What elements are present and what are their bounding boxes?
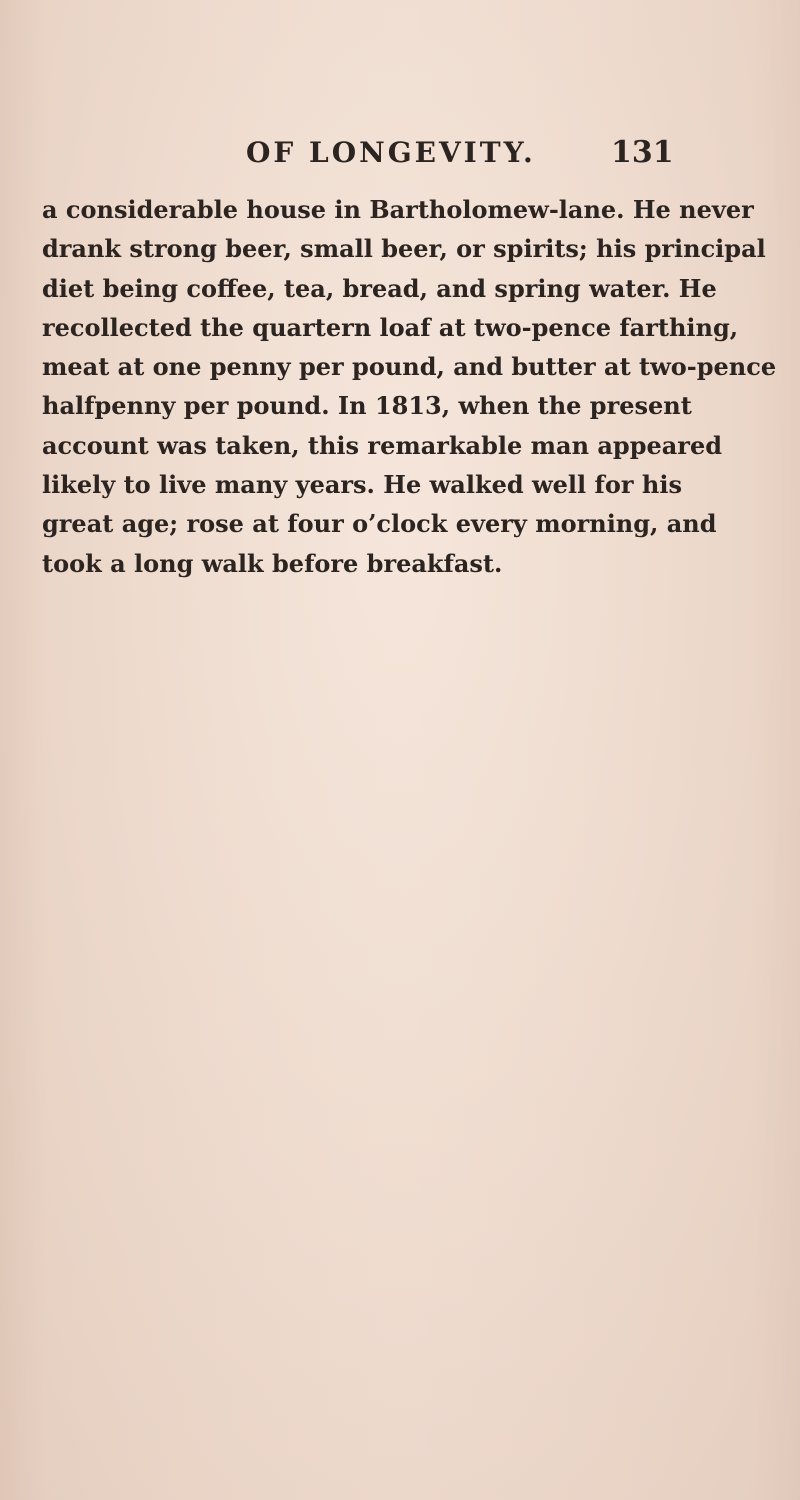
text-line: recollected the quartern loaf at two-pence farthing,	[42, 312, 739, 342]
running-head	[0, 131, 800, 175]
text-line: took a long walk before breakfast.	[42, 548, 503, 578]
text-line: account was taken, this remarkable man appeared	[42, 430, 723, 460]
body-paragraph	[42, 190, 777, 583]
text-line: drank strong beer, small beer, or spirits; his principal	[42, 234, 766, 264]
text-line: a considerable house in Bartholomew-lane. He never	[42, 195, 754, 224]
text-line: great age; rose at four o’clock every morning, and	[42, 509, 717, 539]
text-line: likely to live many years. He walked well for his	[42, 470, 682, 500]
text-line: diet being coffee, tea, bread, and spring water. He	[42, 273, 717, 303]
running-head-title: OF LONGEVITY.	[246, 136, 536, 169]
text-line: halfpenny per pound. In 1813, when the present	[42, 391, 692, 421]
text-line: meat at one penny per pound, and butter at two-pence	[42, 352, 777, 382]
page-number: 131	[611, 135, 674, 170]
